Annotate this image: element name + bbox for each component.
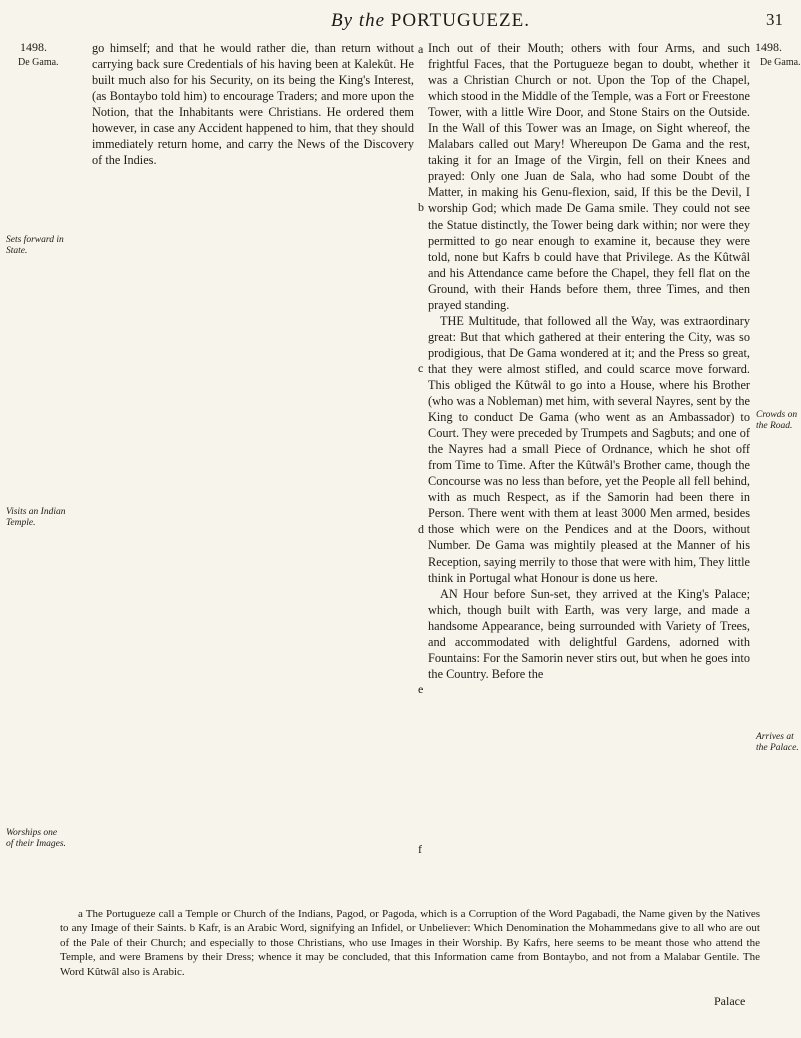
margin-note-crowds: Crowds on the Road.	[756, 410, 798, 431]
running-header	[60, 6, 801, 36]
column-letter-d: d	[418, 522, 424, 536]
column-letter-e: e	[418, 682, 424, 696]
margin-note-sets-forward: Sets forward in State.	[6, 235, 64, 256]
column-letter-c: c	[418, 361, 424, 375]
margin-name-right: De Gama.	[760, 57, 801, 68]
margin-year-left: 1498.	[20, 40, 47, 54]
right-column	[428, 40, 750, 682]
running-title-main: PORTUGUEZE.	[390, 10, 530, 31]
left-paragraph: go himself; and that he would rather die, than return without carrying back sure Credentials of his having been at Kalekût. He built much also for his Security, on its being the King's Interest, (as Bontaybo told him) to encourage Traders; and more upon the Notion, that the Inhabitants were Christians. He ordered them however, in case any Accident happened to him, that they should immediately return home, and carry the News of the Discovery of the Indies.	[92, 41, 414, 168]
margin-note-arrives-palace: Arrives at the Palace.	[756, 732, 799, 753]
margin-year-right: 1498.	[755, 40, 782, 54]
margin-note-worships: Worships one of their Images.	[6, 828, 66, 849]
right-paragraph: AN Hour before Sun-set, they arrived at the King's Palace; which, though built with Earth, was very large, and made a handsome Appearance, being surrounded with Variety of Trees, and accommodated with delightful Gardens, adorned with Fountains: For the Samorin never stirs out, but when he goes into the Country. Before the	[428, 586, 750, 681]
footnote: a The Portugueze call a Temple or Church of the Indians, Pagod, or Pagoda, which is a Corruption of the Word Pagabadi, the Name given by the Natives to any Image of their Saints. b Kafr, is an Arabic Word, signifying an Infidel, or Unbeliever: Which Denomination the Mohammedans give to all who are out of the Pale of their Church; and especially to those Christians, who use Images in their Worship. By Kafrs, here seems to be meant those who attend the Temple, and were Bramens by their Dress; whence it may be concluded, that this Information came from Bontaybo, and not from a Malabar Gentile. The Word Kûtwâl also is Arabic.	[60, 908, 760, 978]
margin-name-left: De Gama.	[18, 57, 59, 68]
running-title	[60, 10, 801, 32]
catchword: Palace	[714, 994, 746, 1008]
left-column	[92, 40, 414, 168]
footnotes	[60, 907, 760, 979]
running-title-pre: By the	[331, 10, 386, 31]
right-paragraph: THE Multitude, that followed all the Way, was extraordinary great: But that which gathered at their entering the City, was so prodigious, that De Gama wondered at it; and the Press so great, that they were almost stifled, and could scarce move forward. This obliged the Kûtwâl to go into a House, where his Brother (who was a Nobleman) met him, with several Nayres, sent by the King to conduct De Gama (who went as an Ambassador) to Court. They were preceded by Trumpets and Sagbuts; and one of the Nayres had a small Piece of Ordnance, which he shot off from Time to Time. After the Kûtwâl's Brother came, though the Concourse was no less than before, yet the People all fell behind, with as much Respect, as if the Samorin had been there in Person. There went with them at least 3000 Men armed, besides those which were on the Pendices and at the Doors, without Number. De Gama was mightily pleased at the Manner of his Reception, saying merrily to those that were with him, They little think in Portugal what Honour is done us here.	[428, 313, 750, 585]
margin-note-visits-temple: Visits an Indian Temple.	[6, 507, 66, 528]
column-letter-b: b	[418, 200, 424, 214]
page-number: 31	[766, 10, 783, 29]
column-letter-a: a	[418, 42, 424, 56]
right-paragraph: Inch out of their Mouth; others with four Arms, and such frightful Faces, that the Portugueze began to doubt, whether it was a Christian Church or not. Upon the Top of the Chapel, which stood in the Middle of the Temple, was a Fort or Freestone Tower, with a little Wire Door, and Stone Stairs on the Outside. In the Wall of this Tower was an Image, on Sight whereof, the Malabars called out Mary! Whereupon De Gama and the rest, taking it for an Image of the Virgin, fell on their Knees and prayed: Only one Juan de Sala, who had some Doubt of the Matter, in making his Genu-flexion, said, If this be the Devil, I worship God; which made De Gama smile. They could not see the Statue distinctly, the Tower being dark within; nor were they permitted to go near enough to examine it, because they were told, none but Kafrs b could have that Privilege. As the Kûtwâl and his Attendance came before the Chapel, they fell flat on the Ground, with their Hands before them, three Times, and then prayed standing.	[428, 41, 750, 312]
column-letter-f: f	[418, 842, 422, 856]
